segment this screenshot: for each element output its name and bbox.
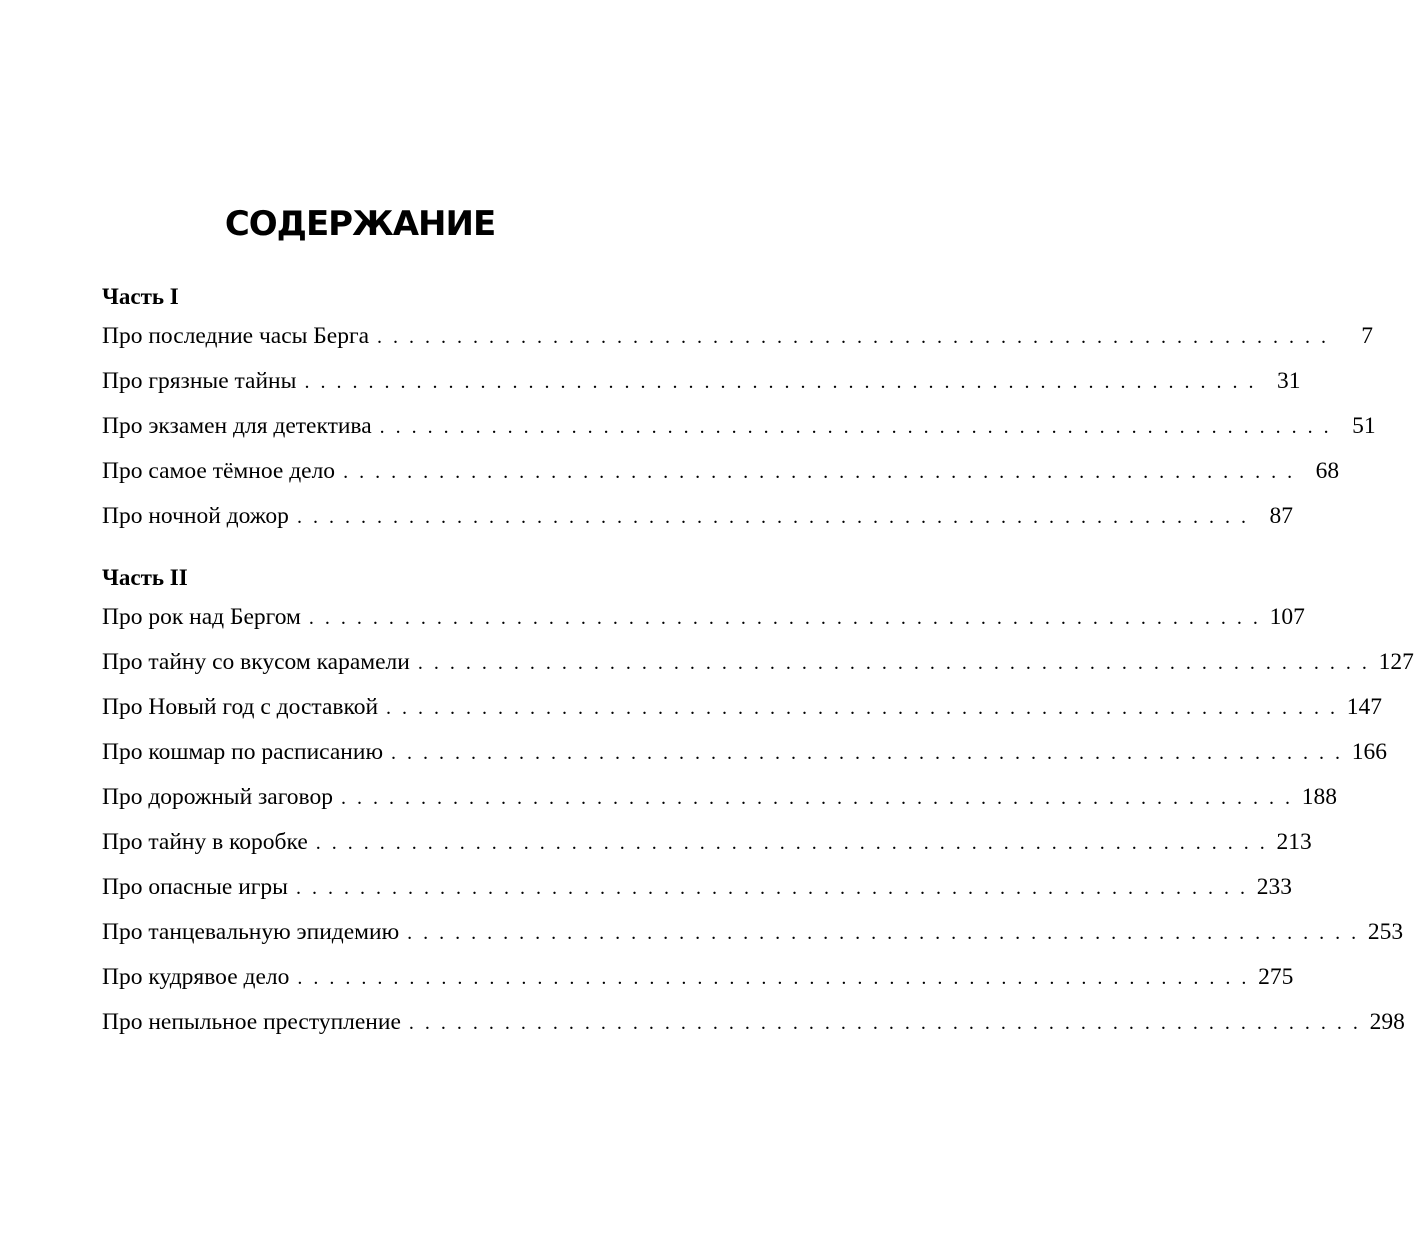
toc-entries xyxy=(102,314,1376,539)
entry-page-number: 127 xyxy=(1378,649,1414,675)
entry-page-number: 51 xyxy=(1352,413,1376,439)
entry-title: Про тайну в коробке xyxy=(102,829,308,855)
entry-page-number: 68 xyxy=(1315,458,1340,484)
entry-title: Про дорожный заговор xyxy=(102,784,333,810)
toc-entry[interactable] xyxy=(102,955,1294,1000)
toc-entry[interactable] xyxy=(102,820,1312,865)
toc-entry[interactable] xyxy=(102,640,1414,685)
dot-leader: . . . . . . . . . . . . . . . . . . . . . . . . . . . . . . . . . . . . . . . . . . . . . . . . . . . . . . . . . . . . xyxy=(340,787,1293,809)
dot-leader: . . . . . . . . . . . . . . . . . . . . . . . . . . . . . . . . . . . . . . . . . . . . . . . . . . . . . . . . . . . . xyxy=(377,326,1330,348)
toc-entry[interactable] xyxy=(102,404,1376,449)
toc-entry[interactable] xyxy=(102,595,1305,640)
toc-entry[interactable] xyxy=(102,494,1293,539)
toc-entry[interactable] xyxy=(102,775,1337,820)
entry-title: Про ночной дожор xyxy=(102,503,289,529)
dot-leader: . . . . . . . . . . . . . . . . . . . . . . . . . . . . . . . . . . . . . . . . . . . . . . . . . . . . . . . . . . . . xyxy=(295,877,1248,899)
dot-leader: . . . . . . . . . . . . . . . . . . . . . . . . . . . . . . . . . . . . . . . . . . . . . . . . . . . . . . . . . . . . xyxy=(297,967,1250,989)
toc-entry[interactable] xyxy=(102,730,1388,775)
entry-title: Про танцевальную эпидемию xyxy=(102,919,400,945)
entry-title: Про опасные игры xyxy=(102,874,288,900)
entry-title: Про кудрявое дело xyxy=(102,964,290,990)
entry-page-number: 87 xyxy=(1269,503,1293,529)
entry-title: Про кошмар по расписанию xyxy=(102,739,384,765)
toc-entry[interactable] xyxy=(102,865,1292,910)
toc-entries xyxy=(102,595,1414,1045)
entry-page-number: 7 xyxy=(1361,323,1374,349)
part-heading: Часть I xyxy=(102,284,179,309)
toc-entry[interactable] xyxy=(102,359,1301,404)
entry-page-number: 188 xyxy=(1301,784,1337,810)
dot-leader: . . . . . . . . . . . . . . . . . . . . . . . . . . . . . . . . . . . . . . . . . . . . . . . . . . . . . . . . . . . . xyxy=(304,371,1257,393)
entry-page-number: 31 xyxy=(1276,368,1301,394)
toc-entry[interactable] xyxy=(102,1000,1405,1045)
dot-leader: . . . . . . . . . . . . . . . . . . . . . . . . . . . . . . . . . . . . . . . . . . . . . . . . . . . . . . . . . . . . xyxy=(315,832,1268,854)
page-title: СОДЕРЖАНИЕ xyxy=(224,204,496,244)
entry-page-number: 147 xyxy=(1346,694,1383,720)
dot-leader: . . . . . . . . . . . . . . . . . . . . . . . . . . . . . . . . . . . . . . . . . . . . . . . . . . . . . . . . . . . . xyxy=(417,652,1370,674)
part-heading: Часть II xyxy=(102,565,188,590)
entry-page-number: 298 xyxy=(1369,1009,1405,1035)
entry-title: Про экзамен для детектива xyxy=(102,413,372,439)
entry-title: Про рок над Бергом xyxy=(102,604,301,630)
entry-page-number: 166 xyxy=(1351,739,1388,765)
entry-page-number: 233 xyxy=(1256,874,1292,900)
entry-title: Про тайну со вкусом карамели xyxy=(102,649,410,675)
toc-entry[interactable] xyxy=(102,910,1404,955)
dot-leader: . . . . . . . . . . . . . . . . . . . . . . . . . . . . . . . . . . . . . . . . . . . . . . . . . . . . . . . . . . . . xyxy=(343,461,1296,483)
dot-leader: . . . . . . . . . . . . . . . . . . . . . . . . . . . . . . . . . . . . . . . . . . . . . . . . . . . . . . . . . . . . xyxy=(386,697,1339,719)
entry-title: Про последние часы Берга xyxy=(102,323,370,349)
entry-title: Про непыльное преступление xyxy=(102,1009,401,1035)
entry-page-number: 213 xyxy=(1276,829,1312,855)
entry-page-number: 107 xyxy=(1269,604,1305,630)
entry-title: Про самое тёмное дело xyxy=(102,458,336,484)
toc-entry[interactable] xyxy=(102,449,1340,494)
dot-leader: . . . . . . . . . . . . . . . . . . . . . . . . . . . . . . . . . . . . . . . . . . . . . . . . . . . . . . . . . . . . xyxy=(407,922,1360,944)
entry-title: Про грязные тайны xyxy=(102,368,297,394)
entry-page-number: 275 xyxy=(1258,964,1294,990)
dot-leader: . . . . . . . . . . . . . . . . . . . . . . . . . . . . . . . . . . . . . . . . . . . . . . . . . . . . . . . . . . . . xyxy=(408,1012,1361,1034)
toc-entry[interactable] xyxy=(102,314,1374,359)
dot-leader: . . . . . . . . . . . . . . . . . . . . . . . . . . . . . . . . . . . . . . . . . . . . . . . . . . . . . . . . . . . . xyxy=(308,607,1261,629)
entry-page-number: 253 xyxy=(1367,919,1404,945)
dot-leader: . . . . . . . . . . . . . . . . . . . . . . . . . . . . . . . . . . . . . . . . . . . . . . . . . . . . . . . . . . . . xyxy=(379,416,1332,438)
toc-part-2 xyxy=(102,561,1414,1045)
toc-entry[interactable] xyxy=(102,685,1383,730)
dot-leader: . . . . . . . . . . . . . . . . . . . . . . . . . . . . . . . . . . . . . . . . . . . . . . . . . . . . . . . . . . . . xyxy=(391,742,1344,764)
entry-title: Про Новый год с доставкой xyxy=(102,694,379,720)
toc-part-1 xyxy=(102,280,1376,539)
dot-leader: . . . . . . . . . . . . . . . . . . . . . . . . . . . . . . . . . . . . . . . . . . . . . . . . . . . . . . . . . . . . xyxy=(296,506,1249,528)
